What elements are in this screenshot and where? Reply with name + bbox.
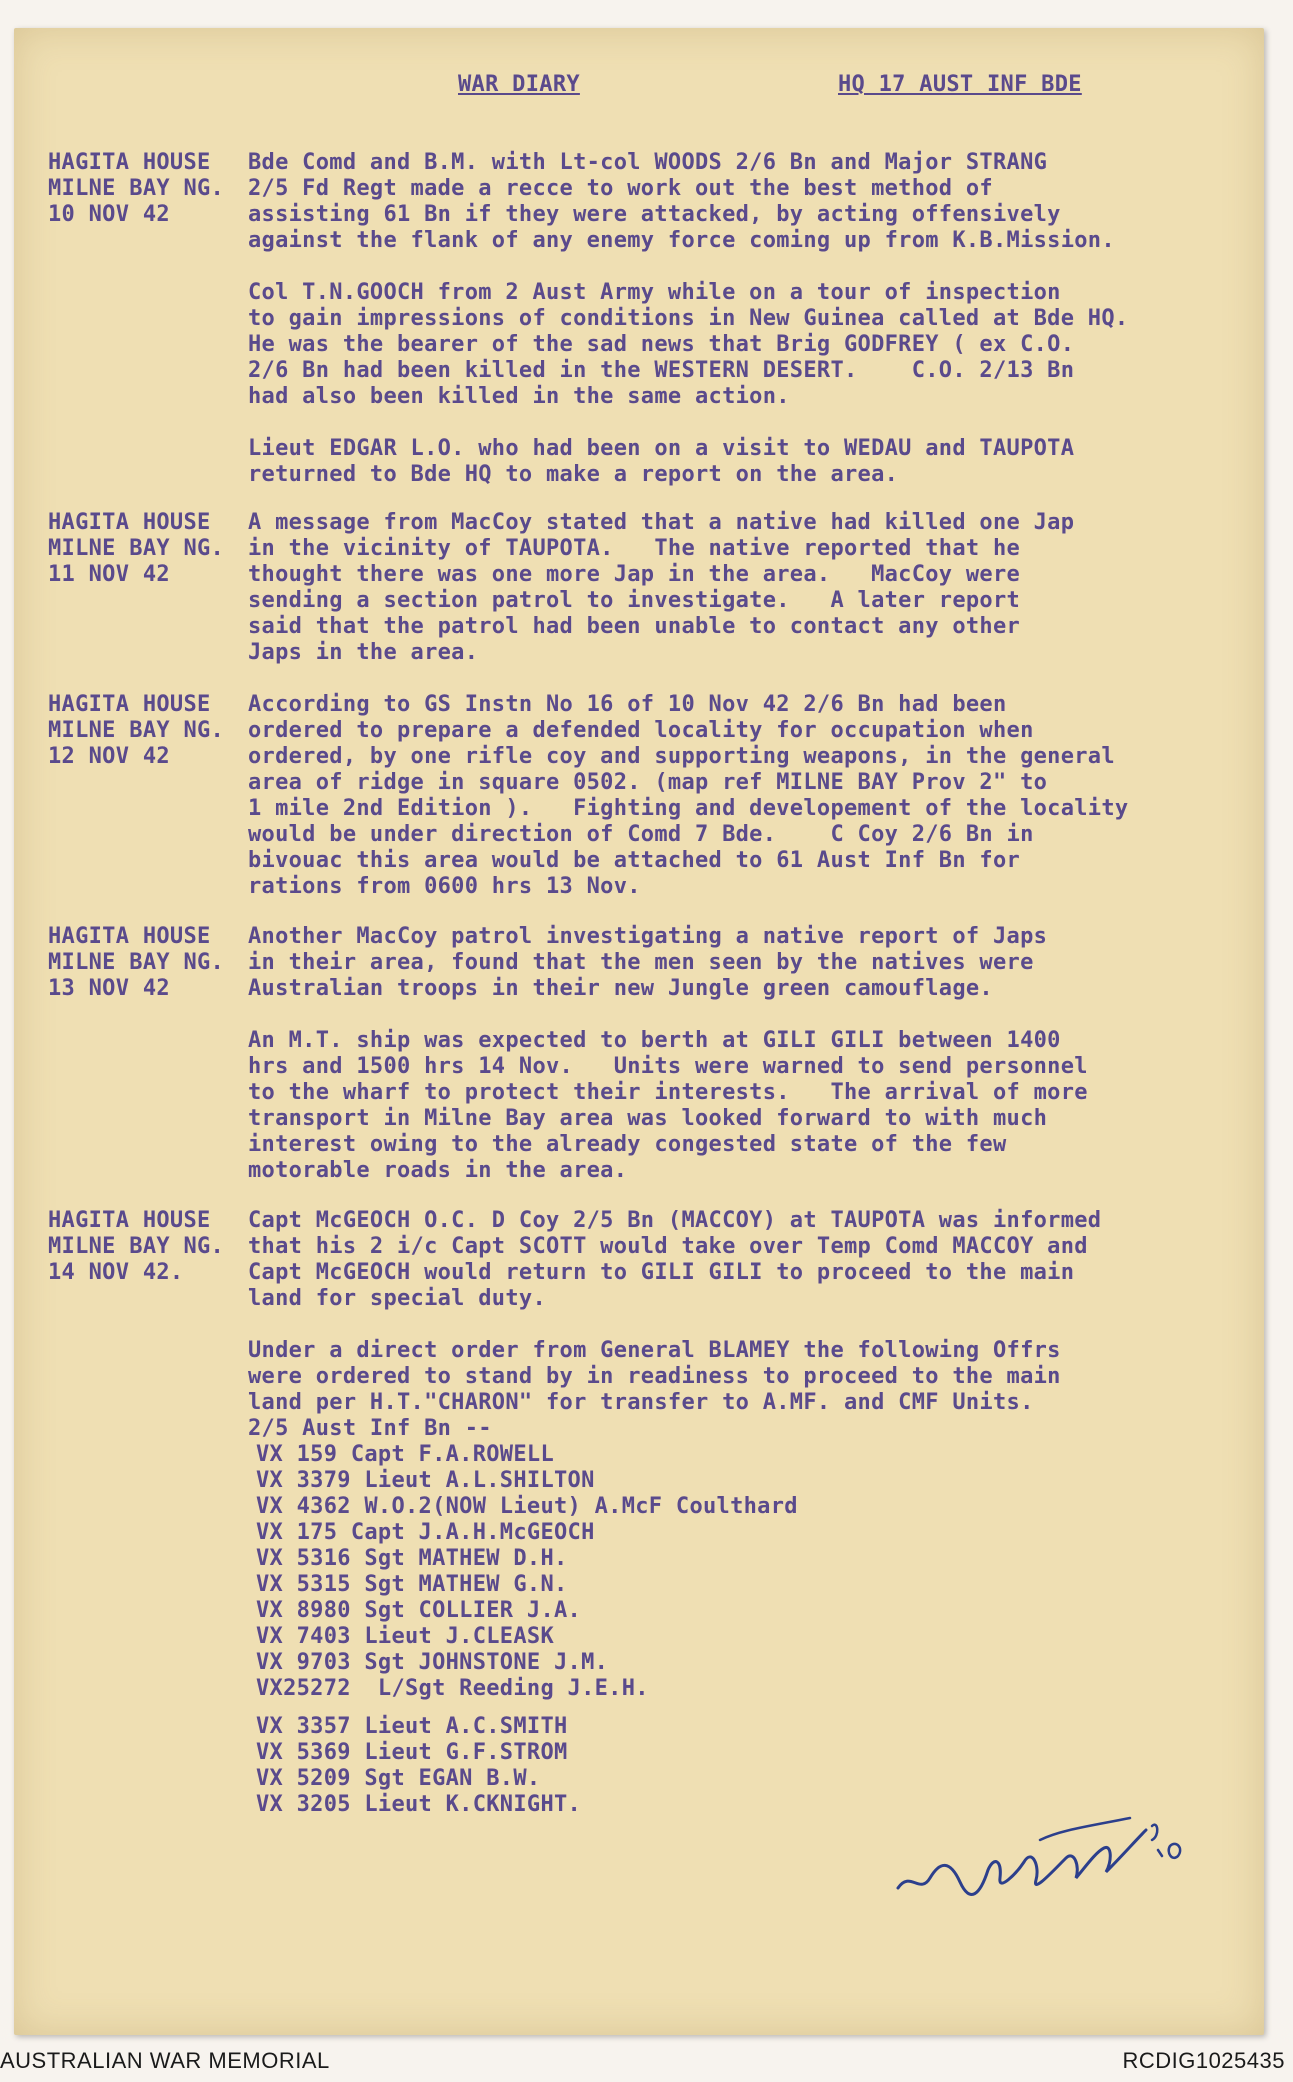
personnel-entry: VX 4362 W.O.2(NOW Lieut) A.McF Coulthard — [256, 1494, 798, 1519]
unit-heading: HQ 17 AUST INF BDE — [838, 72, 1082, 97]
entry-paragraph: Under a direct order from General BLAMEY the following Offrs were ordered to stand by in readiness to proceed to the main land per H.T."CHARON" for transfer to A.MF. and CMF Units. 2/5 Aust Inf Bn -- — [248, 1338, 1061, 1441]
footer-record-id: RCDIG1025435 — [1122, 2048, 1285, 2073]
personnel-entry: VX 175 Capt J.A.H.McGEOCH — [256, 1520, 595, 1545]
entry-text: Another MacCoy patrol investigating a native report of Japs in their area, found that the men seen by the natives were Australian troops in their new Jungle green camouflage. — [248, 924, 1048, 1001]
diary-entry-14-nov — [48, 1208, 1248, 1818]
personnel-entry: VX 7403 Lieut J.CLEASK — [256, 1624, 554, 1649]
entry-paragraph: An M.T. ship was expected to berth at GILI GILI between 1400 hrs and 1500 hrs 14 Nov. Units were warned to send personnel to the wharf to protect their interests. The arrival of more transport in Milne Bay area was looked forward to with much interest owing to the already congested state of the few motorable roads in the area. — [248, 1028, 1088, 1183]
entry-paragraph: Col T.N.GOOCH from 2 Aust Army while on a tour of inspection to gain impressions of conditions in New Guinea called at Bde HQ. He was the bearer of the sad news that Brig GODFREY ( ex C.O. 2/6 Bn had been killed in the WESTERN DESERT. C.O. 2/13 Bn had also been killed in the same action. — [248, 280, 1129, 409]
personnel-entry: VX 159 Capt F.A.ROWELL — [256, 1442, 554, 1467]
entry-paragraph: Lieut EDGAR L.O. who had been on a visit to WEDAU and TAUPOTA returned to Bde HQ to make a report on the area. — [248, 436, 1075, 487]
entry-text: Capt McGEOCH O.C. D Coy 2/5 Bn (MACCOY) at TAUPOTA was informed that his 2 i/c Capt SCOTT would take over Temp Comd MACCOY and Capt McGEOCH would return to GILI GILI to proceed to the main land for special duty. — [248, 1208, 1102, 1311]
personnel-entry: VX 5316 Sgt MATHEW D.H. — [256, 1546, 568, 1571]
entry-location-date: HAGITA HOUSE MILNE BAY NG. 12 NOV 42 — [48, 692, 225, 769]
entry-location-date: HAGITA HOUSE MILNE BAY NG. 14 NOV 42. — [48, 1208, 225, 1285]
diary-entry-12-nov — [48, 692, 1248, 900]
entry-text: Bde Comd and B.M. with Lt-col WOODS 2/6 Bn and Major STRANG 2/5 Fd Regt made a recce to work out the best method of assisting 61 Bn if they were attacked, by acting offensively against the flank of any enemy force coming up from K.B.Mission. — [248, 150, 1115, 253]
entry-text: A message from MacCoy stated that a native had killed one Jap in the vicinity of TAUPOTA. The native reported that he thought there was one more Jap in the area. MacCoy were sending a section patrol to investigate. A later report said that the patrol had been unable to contact any other Japs in the area. — [248, 510, 1075, 665]
personnel-entry: VX 5315 Sgt MATHEW G.N. — [256, 1572, 568, 1597]
entry-location-date: HAGITA HOUSE MILNE BAY NG. 11 NOV 42 — [48, 510, 225, 587]
document-title: WAR DIARY — [458, 72, 580, 97]
personnel-list — [256, 1442, 1248, 1702]
diary-entry-10-nov — [48, 150, 1248, 488]
footer-archive-name: AUSTRALIAN WAR MEMORIAL — [0, 2048, 330, 2073]
entry-location-date: HAGITA HOUSE MILNE BAY NG. 13 NOV 42 — [48, 924, 225, 1001]
handwritten-signature — [890, 1800, 1220, 1910]
diary-entry-11-nov — [48, 510, 1248, 666]
personnel-entry: VX25272 L/Sgt Reeding J.E.H. — [256, 1676, 649, 1701]
entry-location-date: HAGITA HOUSE MILNE BAY NG. 10 NOV 42 — [48, 150, 225, 227]
personnel-entry: VX 9703 Sgt JOHNSTONE J.M. — [256, 1650, 609, 1675]
personnel-entry: VX 5209 Sgt EGAN B.W. — [256, 1766, 541, 1791]
diary-entry-13-nov — [48, 924, 1248, 1184]
personnel-entry: VX 3379 Lieut A.L.SHILTON — [256, 1468, 595, 1493]
personnel-entry: VX 3357 Lieut A.C.SMITH — [256, 1714, 568, 1739]
entry-text: According to GS Instn No 16 of 10 Nov 42 2/6 Bn had been ordered to prepare a defended locality for occupation when ordered, by one rifle coy and supporting weapons, in the general area of ridge in square 0502. (map ref MILNE BAY Prov 2" to 1 mile 2nd Edition ). Fighting and developement of the locality would be under direction of Comd 7 Bde. C Coy 2/6 Bn in bivouac this area would be attached to 61 Aust Inf Bn for rations from 0600 hrs 13 Nov. — [248, 692, 1129, 899]
personnel-entry: VX 3205 Lieut K.CKNIGHT. — [256, 1792, 582, 1817]
personnel-entry: VX 8980 Sgt COLLIER J.A. — [256, 1598, 582, 1623]
personnel-entry: VX 5369 Lieut G.F.STROM — [256, 1740, 568, 1765]
